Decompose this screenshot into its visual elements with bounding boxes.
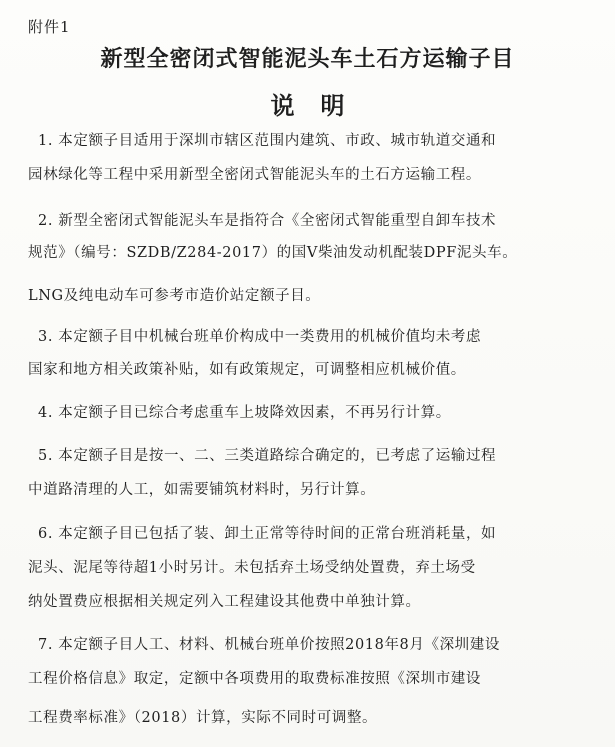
paragraph-line: 7. 本定额子目人工、材料、机械台班单价按照2018年8月《深圳建设 [38, 637, 500, 653]
paragraph-line: 园林绿化等工程中采用新型全密闭式智能泥头车的土石方运输工程。 [28, 167, 481, 183]
paragraph-line: 工程价格信息》取定，定额中各项费用的取费标准按照《深圳市建设 [28, 671, 481, 687]
document-subtitle: 说明 [270, 91, 371, 120]
paragraph-line: LNG及纯电动车可参考市造价站定额子目。 [28, 288, 321, 304]
paragraph-line: 6. 本定额子目已包括了装、卸土正常等待时间的正常台班消耗量，如 [38, 526, 497, 542]
document-title: 新型全密闭式智能泥头车土石方运输子目 [100, 46, 515, 72]
paragraph-line: 规范》（编号：SZDB/Z284-2017）的国Ⅴ柴油发动机配装DPF泥头车。 [28, 245, 518, 261]
paragraph-line: 4. 本定额子目已综合考虑重车上坡降效因素，不再另行计算。 [38, 405, 451, 421]
paragraph-line: 3. 本定额子目中机械台班单价构成中一类费用的机械价值均未考虑 [38, 329, 482, 345]
paragraph-line: 1. 本定额子目适用于深圳市辖区范围内建筑、市政、城市轨道交通和 [38, 133, 497, 149]
paragraph-line: 2. 新型全密闭式智能泥头车是指符合《全密闭式智能重型自卸车技术 [38, 213, 497, 229]
paragraph-line: 泥头、泥尾等待超1小时另计。未包括弃土场受纳处置费，弃土场受 [28, 560, 476, 576]
paragraph-line: 纳处置费应根据相关规定列入工程建设其他费中单独计算。 [28, 594, 421, 610]
paragraph-line: 国家和地方相关政策补贴，如有政策规定，可调整相应机械价值。 [28, 362, 466, 378]
paragraph-line: 工程费率标准》（2018）计算，实际不同时可调整。 [28, 710, 378, 726]
paragraph-line: 中道路清理的人工，如需要铺筑材料时，另行计算。 [28, 482, 376, 498]
paragraph-line: 5. 本定额子目是按一、二、三类道路综合确定的，已考虑了运输过程 [38, 448, 497, 464]
attachment-label: 附件1 [28, 18, 71, 36]
